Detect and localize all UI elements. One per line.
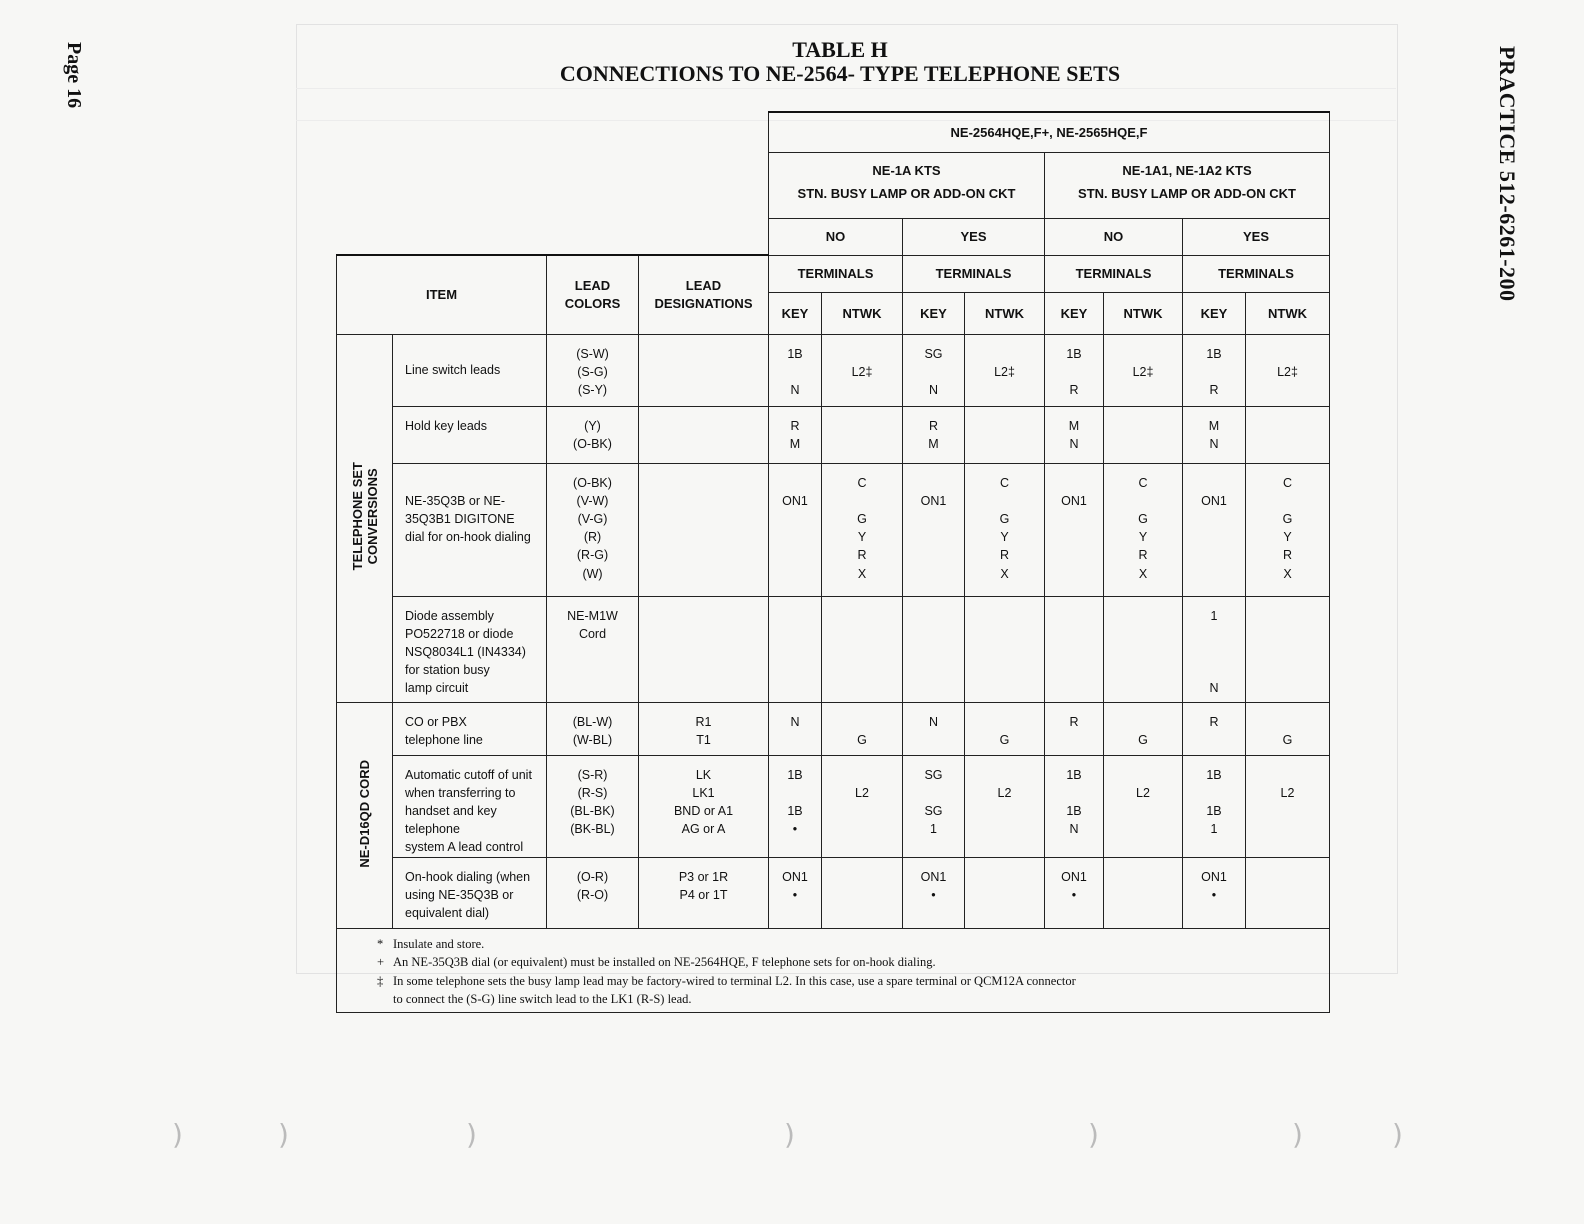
header-yes: YES <box>903 218 1045 255</box>
table-title-line1: TABLE H <box>792 37 888 62</box>
key-cell: 1 N <box>1183 596 1246 702</box>
table-row <box>337 463 1330 596</box>
key-cell: M N <box>1183 406 1246 463</box>
key-cell: R M <box>903 406 965 463</box>
ntwk-cell <box>822 406 903 463</box>
item-cell: Automatic cutoff of unit when transferring to handset and key telephone system A lead control <box>393 755 547 857</box>
table-row <box>337 334 1330 406</box>
lead-colors-cell: (BL-W) (W-BL) <box>547 702 639 755</box>
table-title <box>440 38 1240 86</box>
header-kts1: NE-1A KTS STN. BUSY LAMP OR ADD-ON CKT <box>769 152 1045 218</box>
header-lead-colors: LEAD COLORS <box>547 255 639 334</box>
lead-designations-cell: LK LK1 BND or A1 AG or A <box>639 755 769 857</box>
ntwk-cell <box>1246 857 1330 928</box>
binder-hole-shadow: ) <box>1392 1118 1403 1151</box>
ntwk-cell: C G Y R X <box>822 463 903 596</box>
lead-colors-cell: (O-BK) (V-W) (V-G) (R) (R-G) (W) <box>547 463 639 596</box>
ntwk-cell: L2 <box>965 755 1045 857</box>
group-cord: NE-D16QD CORD <box>337 702 393 928</box>
footnote: + An NE-35Q3B dial (or equivalent) must be installed on NE-2564HQE, F telephone sets for on-hook dialing. <box>377 955 936 970</box>
footnotes <box>337 928 1330 1012</box>
ntwk-cell: G <box>1104 702 1183 755</box>
ntwk-cell <box>1246 596 1330 702</box>
ntwk-cell <box>1104 406 1183 463</box>
header-ntwk: NTWK <box>1246 292 1330 334</box>
header-no: NO <box>1045 218 1183 255</box>
key-cell: 1B N <box>769 334 822 406</box>
lead-designations-cell <box>639 406 769 463</box>
bleed-through-line <box>296 88 1396 89</box>
key-cell: ON1 <box>769 463 822 596</box>
ntwk-cell <box>822 596 903 702</box>
key-cell: M N <box>1045 406 1104 463</box>
header-sets: NE-2564HQE,F+, NE-2565HQE,F <box>769 112 1330 152</box>
table-row <box>337 702 1330 755</box>
group-telephone-set-conversions: TELEPHONE SET CONVERSIONS <box>337 334 393 702</box>
header-terminals: TERMINALS <box>1045 255 1183 292</box>
header-no: NO <box>769 218 903 255</box>
key-cell: N <box>769 702 822 755</box>
key-cell <box>769 596 822 702</box>
ntwk-cell <box>965 596 1045 702</box>
page-number: Page 16 <box>63 42 85 109</box>
ntwk-cell <box>965 857 1045 928</box>
binder-hole-shadow: ) <box>1292 1118 1303 1151</box>
item-cell: CO or PBX telephone line <box>393 702 547 755</box>
binder-hole-shadow: ) <box>278 1118 289 1151</box>
header-yes: YES <box>1183 218 1330 255</box>
header-item: ITEM <box>337 255 547 334</box>
ntwk-cell: L2 <box>1104 755 1183 857</box>
header-key: KEY <box>769 292 822 334</box>
key-cell: ON1 • <box>1183 857 1246 928</box>
key-cell <box>1045 596 1104 702</box>
binder-hole-shadow: ) <box>784 1118 795 1151</box>
lead-colors-cell: (S-R) (R-S) (BL-BK) (BK-BL) <box>547 755 639 857</box>
item-cell: Diode assembly PO522718 or diode NSQ8034L1 (IN4334) for station busy lamp circuit <box>393 596 547 702</box>
footnote: to connect the (S-G) line switch lead to the LK1 (R-S) lead. <box>393 992 692 1007</box>
ntwk-cell: L2‡ <box>965 334 1045 406</box>
binder-hole-shadow: ) <box>466 1118 477 1151</box>
ntwk-cell: C G Y R X <box>1246 463 1330 596</box>
key-cell <box>903 596 965 702</box>
key-cell: SG SG 1 <box>903 755 965 857</box>
table-row <box>337 755 1330 857</box>
ntwk-cell: L2 <box>822 755 903 857</box>
ntwk-cell <box>1104 596 1183 702</box>
lead-colors-cell: (O-R) (R-O) <box>547 857 639 928</box>
ntwk-cell: G <box>1246 702 1330 755</box>
ntwk-cell: L2 <box>1246 755 1330 857</box>
header-terminals: TERMINALS <box>1183 255 1330 292</box>
practice-number: PRACTICE 512-6261-200 <box>1495 46 1520 302</box>
key-cell: ON1 <box>903 463 965 596</box>
binder-hole-shadow: ) <box>172 1118 183 1151</box>
key-cell: 1B 1B N <box>1045 755 1104 857</box>
ntwk-cell: L2‡ <box>1246 334 1330 406</box>
ntwk-cell: G <box>965 702 1045 755</box>
binder-hole-shadow: ) <box>1088 1118 1099 1151</box>
key-cell: SG N <box>903 334 965 406</box>
key-cell: ON1 • <box>769 857 822 928</box>
key-cell: 1B R <box>1045 334 1104 406</box>
key-cell: R <box>1183 702 1246 755</box>
item-cell: On-hook dialing (when using NE-35Q3B or equivalent dial) <box>393 857 547 928</box>
table-title-line2: CONNECTIONS TO NE-2564- TYPE TELEPHONE SETS <box>559 61 1121 86</box>
header-key: KEY <box>903 292 965 334</box>
table-row <box>337 596 1330 702</box>
footnote: ‡ In some telephone sets the busy lamp lead may be factory-wired to terminal L2. In this case, use a spare terminal or QCM12A connector <box>377 973 1076 988</box>
item-cell: Line switch leads <box>393 334 547 406</box>
lead-colors-cell: (Y) (O-BK) <box>547 406 639 463</box>
footnote: * Insulate and store. <box>377 936 485 951</box>
key-cell: ON1 • <box>903 857 965 928</box>
item-cell: Hold key leads <box>393 406 547 463</box>
ntwk-cell: G <box>822 702 903 755</box>
header-ntwk: NTWK <box>965 292 1045 334</box>
header-key: KEY <box>1183 292 1246 334</box>
lead-designations-cell <box>639 463 769 596</box>
header-ntwk: NTWK <box>822 292 903 334</box>
table-row <box>337 857 1330 928</box>
lead-designations-cell <box>639 596 769 702</box>
header-ntwk: NTWK <box>1104 292 1183 334</box>
connections-table <box>336 111 1330 1013</box>
item-cell: NE-35Q3B or NE- 35Q3B1 DIGITONE dial for on-hook dialing <box>393 463 547 596</box>
ntwk-cell <box>1246 406 1330 463</box>
key-cell: ON1 <box>1045 463 1104 596</box>
key-cell: 1B 1B • <box>769 755 822 857</box>
ntwk-cell <box>1104 857 1183 928</box>
header-key: KEY <box>1045 292 1104 334</box>
ntwk-cell: C G Y R X <box>1104 463 1183 596</box>
header-kts2: NE-1A1, NE-1A2 KTS STN. BUSY LAMP OR ADD-ON CKT <box>1045 152 1330 218</box>
lead-designations-cell <box>639 334 769 406</box>
ntwk-cell: L2‡ <box>822 334 903 406</box>
key-cell: R <box>1045 702 1104 755</box>
key-cell: N <box>903 702 965 755</box>
ntwk-cell: L2‡ <box>1104 334 1183 406</box>
table-row <box>337 406 1330 463</box>
ntwk-cell <box>822 857 903 928</box>
lead-designations-cell: R1 T1 <box>639 702 769 755</box>
ntwk-cell: C G Y R X <box>965 463 1045 596</box>
key-cell: R M <box>769 406 822 463</box>
key-cell: ON1 <box>1183 463 1246 596</box>
ntwk-cell <box>965 406 1045 463</box>
key-cell: 1B 1B 1 <box>1183 755 1246 857</box>
header-terminals: TERMINALS <box>903 255 1045 292</box>
lead-colors-cell: (S-W) (S-G) (S-Y) <box>547 334 639 406</box>
header-terminals: TERMINALS <box>769 255 903 292</box>
key-cell: 1B R <box>1183 334 1246 406</box>
key-cell: ON1 • <box>1045 857 1104 928</box>
lead-designations-cell: P3 or 1R P4 or 1T <box>639 857 769 928</box>
header-lead-designations: LEAD DESIGNATIONS <box>639 255 769 334</box>
lead-colors-cell: NE-M1W Cord <box>547 596 639 702</box>
